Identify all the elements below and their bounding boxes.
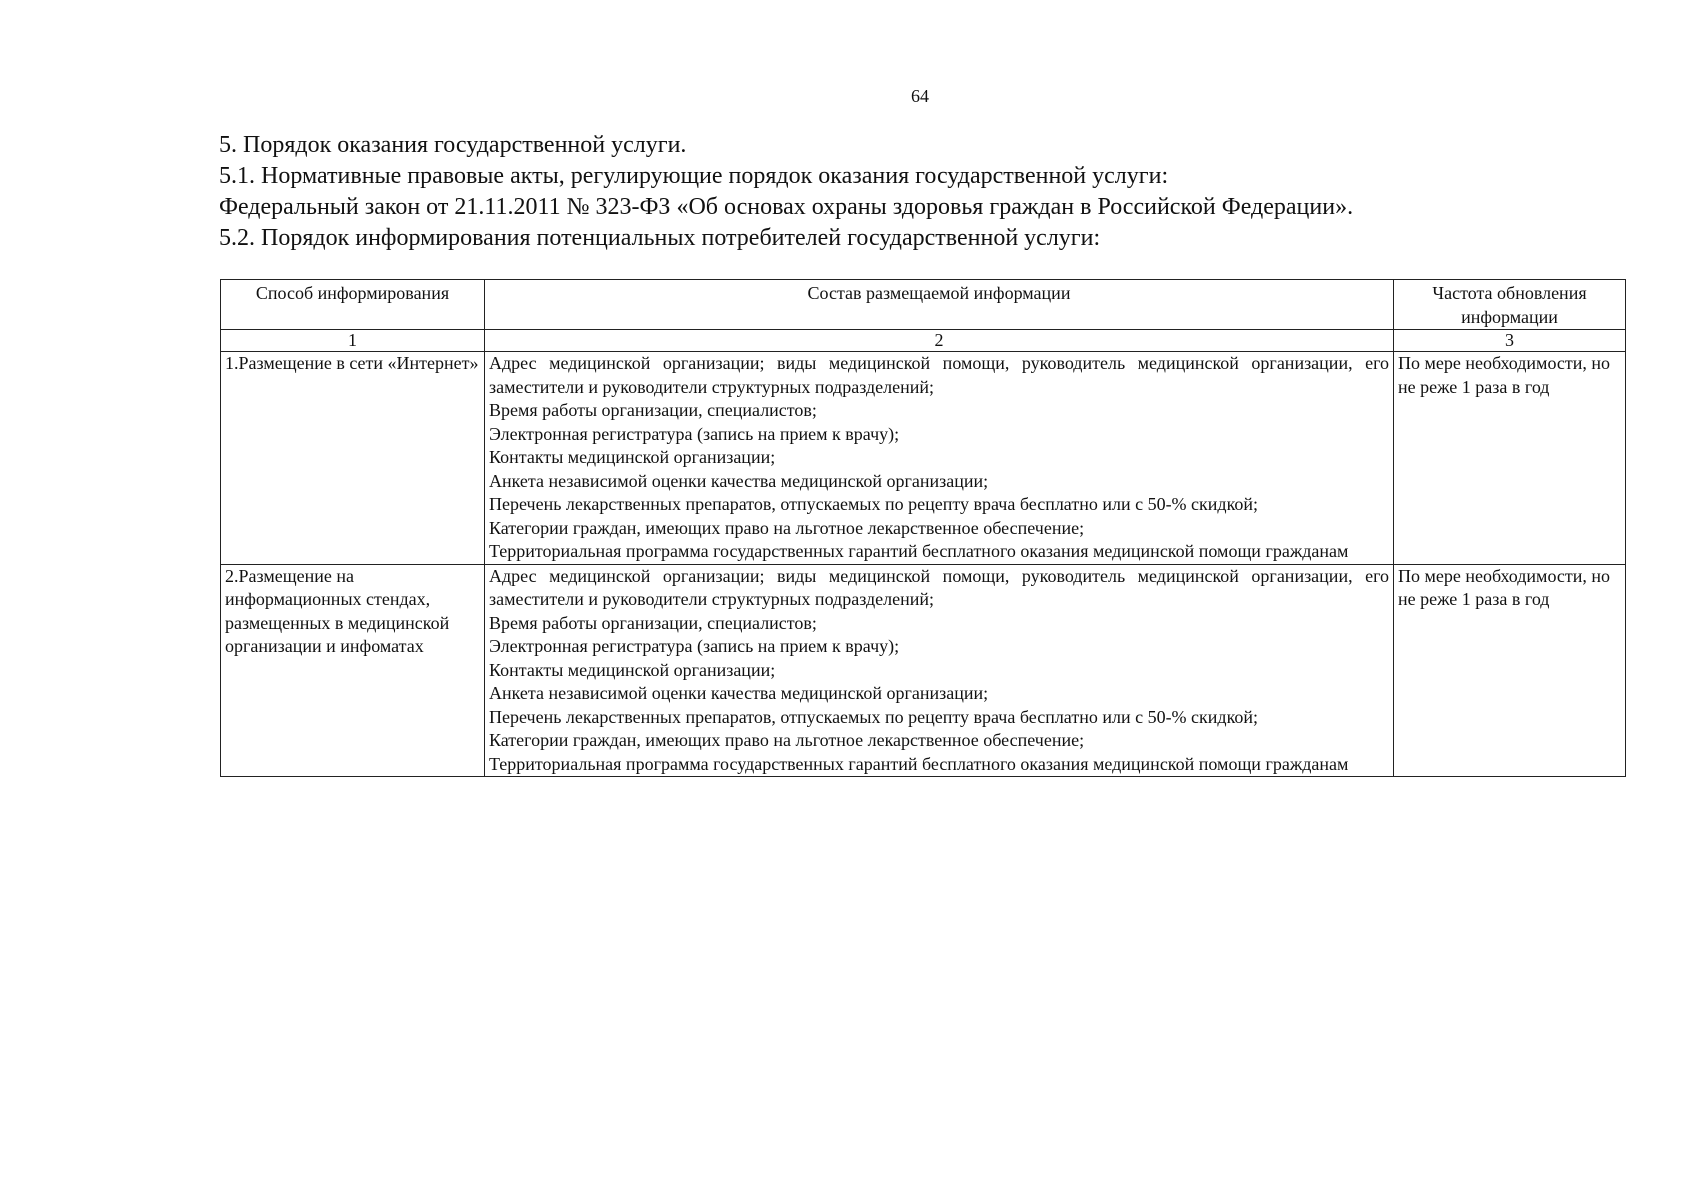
- method-cell: 1.Размещение в сети «Интернет»: [221, 352, 485, 565]
- content-line: Электронная регистратура (запись на прием к врачу);: [489, 423, 900, 444]
- content-line: Категории граждан, имеющих право на льготное лекарственное обеспечение;: [489, 517, 1085, 538]
- content-line: Время работы организации, специалистов;: [489, 612, 817, 633]
- content-line: Адрес медицинской организации; виды медицинской помощи, руководитель медицинской организации, его заместители и руководители структурных подразделений;: [489, 565, 1389, 609]
- section-5-2-title: 5.2. Порядок информирования потенциальных потребителей государственной услуги:: [219, 225, 1101, 251]
- content-line: Время работы организации, специалистов;: [489, 400, 817, 420]
- frequency-cell: По мере необходимости, но не реже 1 раза в год: [1394, 564, 1626, 777]
- federal-law-reference: Федеральный закон от 21.11.2011 № 323-ФЗ «Об основах охраны здоровья граждан в Российской Федерации».: [219, 194, 1354, 220]
- table-header-row: [221, 280, 1626, 330]
- content-line: Категории граждан, имеющих право на льготное лекарственное обеспечение;: [489, 730, 1085, 750]
- section-5-1-title: 5.1. Нормативные правовые акты, регулирующие порядок оказания государственной услуги:: [219, 163, 1169, 189]
- column-number-1: 1: [221, 330, 485, 352]
- content-line: Электронная регистратура (запись на прием к врачу);: [489, 636, 900, 656]
- header-method: Способ информирования: [221, 280, 485, 330]
- content-line: Контакты медицинской организации;: [489, 659, 776, 680]
- content-cell: [485, 564, 1394, 777]
- header-content: Состав размещаемой информации: [485, 280, 1394, 330]
- method-cell: 2.Размещение на информационных стендах, размещенных в медицинской организации и инфоматах: [221, 564, 485, 777]
- header-frequency: Частота обновления информации: [1394, 280, 1626, 330]
- page-number: 64: [911, 86, 929, 106]
- content-cell: [485, 352, 1394, 565]
- content-line: Территориальная программа государственных гарантий бесплатного оказания медицинской помощи гражданам: [489, 753, 1349, 774]
- informing-methods-table: [220, 279, 1626, 777]
- table-row: [221, 352, 1626, 565]
- content-line: Перечень лекарственных препаратов, отпускаемых по рецепту врача бесплатно или с 50-% скидкой;: [489, 706, 1259, 727]
- content-line: Территориальная программа государственных гарантий бесплатного оказания медицинской помощи гражданам: [489, 541, 1349, 561]
- content-line: Перечень лекарственных препаратов, отпускаемых по рецепту врача бесплатно или с 50-% скидкой;: [489, 494, 1259, 514]
- column-number-3: 3: [1394, 330, 1626, 352]
- section-5-title: 5. Порядок оказания государственной услуги.: [219, 132, 687, 158]
- section-headings: [219, 130, 1619, 254]
- frequency-cell: По мере необходимости, но не реже 1 раза в год: [1394, 352, 1626, 565]
- content-line: Анкета независимой оценки качества медицинской организации;: [489, 683, 989, 703]
- content-line: Анкета независимой оценки качества медицинской организации;: [489, 470, 989, 491]
- table-row: [221, 564, 1626, 777]
- content-line: Контакты медицинской организации;: [489, 447, 776, 467]
- content-line: Адрес медицинской организации; виды медицинской помощи, руководитель медицинской организации, его заместители и руководители структурных подразделений;: [489, 353, 1389, 397]
- column-number-2: 2: [485, 330, 1394, 352]
- column-numbers-row: [221, 330, 1626, 352]
